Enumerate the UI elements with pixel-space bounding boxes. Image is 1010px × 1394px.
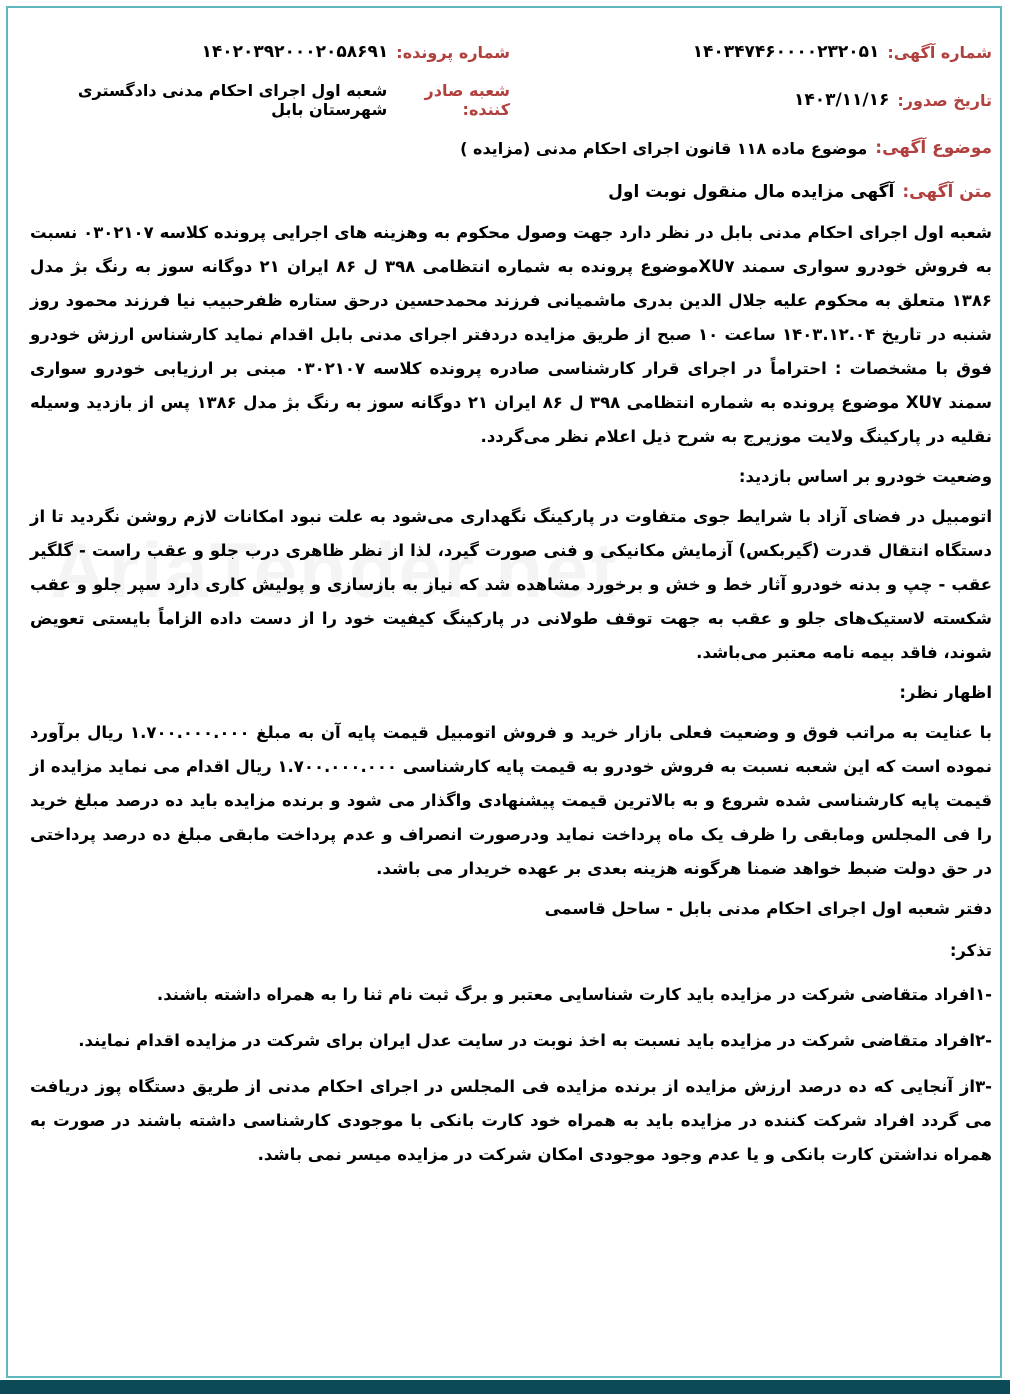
office-signature: دفتر شعبه اول اجرای احکام مدنی بابل - ساحل قاسمی: [544, 899, 992, 918]
body-title: آگهی مزایده مال منقول نوبت اول: [608, 182, 895, 202]
case-number-label: شماره پرونده:: [396, 42, 510, 62]
meta-row-2: [30, 76, 992, 124]
body-label: متن آگهی:: [902, 182, 992, 202]
issuer-label: شعبه صادر کننده:: [424, 81, 510, 119]
ad-number-value: ۱۴۰۳۴۷۴۶۰۰۰۰۲۳۲۰۵۱: [692, 42, 880, 62]
meta-row-1: [30, 28, 992, 76]
issue-date-label: تاریخ صدور:: [897, 90, 992, 110]
bottom-bar: [0, 1380, 1010, 1394]
subject-row: [30, 128, 992, 168]
subject-label: موضوع آگهی:: [875, 138, 992, 158]
issue-date-value: ۱۴۰۳/۱۱/۱۶: [793, 90, 890, 110]
case-number: [30, 42, 510, 62]
issue-date: [794, 90, 992, 110]
notes-heading: تذکر:: [949, 941, 992, 960]
note-1: -۱افراد متقاضی شرکت در مزایده باید کارت شناسایی معتبر و برگ ثبت نام ثنا را به همراه داشته باشند.: [156, 985, 992, 1004]
opinion-paragraph: با عنایت به مراتب فوق و وضعیت فعلی بازار خرید و فروش اتومبیل قیمت پایه آن به مبلغ ۱.۷۰۰.۰۰۰.۰۰۰ ریال برآورد نموده است که این شعبه نسبت به فروش خودرو به قیمت پایه کارشناسی ۱.۷۰۰.۰۰۰.۰۰۰ ریال اقدام می نماید مزایده از قیمت پایه کارشناسی شده شروع و به بالاترین قیمت پیشنهادی واگذار می شود و برنده مزایده باید ده درصد مبلغ خرید را فی المجلس ومابقی را ظرف یک ماه پرداخت نماید ودرصورت انصراف و عدم پرداخت مابقی مبلغ ده درصد پرداختی در حق دولت ضبط خواهد ضمنا هرگونه هزینه بعدی بر عهده خریدار می باشد.: [30, 723, 992, 878]
note-3: -۳از آنجایی که ده درصد ارزش مزایده از برنده مزایده فی المجلس در اجرای احکام مدنی از طریق دستگاه پوز دریافت می گردد افراد شرکت کننده در مزایده باید به همراه خود کارت بانکی با موجودی کارشناسی داشته باشند در صورت به همراه نداشتن کارت بانکی و یا عدم وجود موجودی امکان شرکت در مزایده میسر نمی باشد.: [30, 1077, 992, 1164]
case-number-value: ۱۴۰۲۰۳۹۲۰۰۰۲۰۵۸۶۹۱: [201, 42, 389, 62]
ad-number: [693, 42, 992, 62]
note-2: -۲افراد متقاضی شرکت در مزایده باید نسبت به اخذ نوبت در سایت عدل ایران برای شرکت در مزایده اقدام نمایند.: [78, 1031, 992, 1050]
intro-paragraph: شعبه اول اجرای احکام مدنی بابل در نظر دارد جهت وصول محکوم به وهزینه های اجرایی پرونده کلاسه ۰۳۰۲۱۰۷ نسبت به فروش خودرو سواری سمند XU۷موضوع پرونده به شماره انتظامی ۳۹۸ ل ۸۶ ایران ۲۱ دوگانه سوز به رنگ بژ مدل ۱۳۸۶ متعلق به محکوم علیه جلال الدین بدری ماشمیانی فرزند محمدحسین درحق ستاره ظفرحبیب نیا فرزند محمود روز شنبه در تاریخ ۱۴۰۳.۱۲.۰۴ ساعت ۱۰ صبح از طریق مزایده دردفتر اجرای مدنی بابل اقدام نماید کارشناس ارزش خودرو فوق با مشخصات : احتراماً در اجرای قرار کارشناسی صادره پرونده کلاسه ۰۳۰۲۱۰۷ مبنی بر ارزیابی خودرو سواری سمند XU۷ موضوع پرونده به شماره انتظامی ۳۹۸ ل ۸۶ ایران ۲۱ دوگانه سوز به رنگ بژ مدل ۱۳۸۶ پس از بازدید وسیله نقلیه در پارکینگ ولایت موزیرج به شرح ذیل اعلام نظر می‌گردد.: [30, 223, 993, 446]
opinion-heading: اظهار نظر:: [899, 683, 992, 702]
subject-value: موضوع ماده ۱۱۸ قانون اجرای احکام مدنی (مزایده ): [460, 138, 868, 158]
condition-paragraph: اتومبیل در فضای آزاد با شرایط جوی متفاوت در پارکینگ نگهداری می‌شود به علت نبود امکانات لازم روشن نگردید تا از دستگاه انتقال قدرت (گیربکس) آزمایش مکانیکی و فنی صورت گیرد، لذا از نظر ظاهری درب جلو و عقب راست - گلگیر عقب - چپ و بدنه خودرو آثار خط و خش و برخورد مشاهده شد که نیاز به بازسازی و پولیش کاری دارد سپر جلو و عقب شکسته لاستیک‌های جلو و عقب به جهت توقف طولانی در پارکینگ کیفیت خود را از دست داده الزاماً بایستی تعویض شوند، فاقد بیمه نامه معتبر می‌باشد.: [30, 507, 992, 662]
issuer-value: شعبه اول اجرای احکام مدنی دادگستری شهرستان بابل: [77, 81, 388, 119]
auction-notice: [30, 28, 992, 1172]
issuer: [30, 81, 510, 119]
ad-number-label: شماره آگهی:: [887, 42, 992, 62]
condition-heading: وضعیت خودرو بر اساس بازدید:: [738, 467, 992, 486]
body-title-row: [30, 168, 992, 216]
